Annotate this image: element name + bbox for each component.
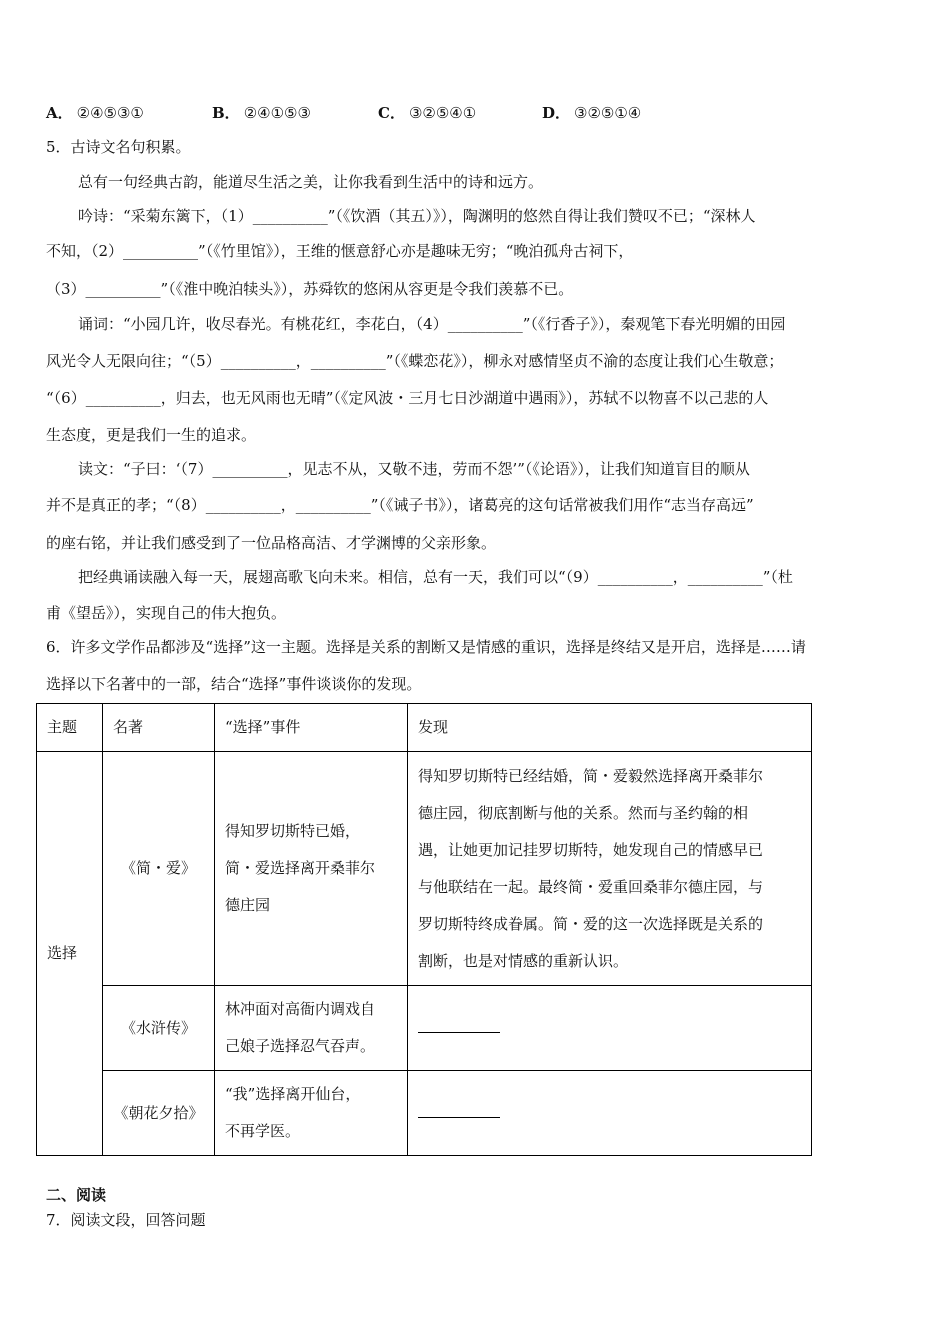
- event-cell: 林冲面对高衙内调戏自 己娘子选择忍气吞声。: [215, 986, 408, 1071]
- book-cell: 《朝花夕拾》: [103, 1071, 215, 1156]
- q5-line: 并不是真正的孝；“（8）__________，__________”（《诫子书》），诸葛亮的这句话常被我们用作“志当存高远”: [46, 496, 754, 514]
- q7-prompt: 7．阅读文段，回答问题: [46, 1211, 206, 1229]
- q5-line: 的座右铭，并让我们感受到了一位品格高洁、才学渊博的父亲形象。: [46, 534, 497, 552]
- table-row: [37, 1071, 812, 1156]
- table-row: [37, 986, 812, 1071]
- option-b[interactable]: B． ②④①⑤③: [212, 104, 311, 122]
- theme-cell: 选择: [37, 752, 103, 1156]
- q5-line: 诵词：“小园几许，收尽春光。有桃花红，李花白，（4）__________”（《行香子》），秦观笔下春光明媚的田园: [78, 315, 786, 333]
- book-cell: 《水浒传》: [103, 986, 215, 1071]
- q5-line: 不知，（2）__________”（《竹里馆》），王维的惬意舒心亦是趣味无穷；“晚泊孤舟古祠下，: [46, 242, 634, 260]
- header-book: 名著: [103, 704, 215, 752]
- q5-line: 总有一句经典古韵，能道尽生活之美，让你我看到生活中的诗和远方。: [78, 173, 544, 191]
- answer-blank[interactable]: [418, 1014, 500, 1033]
- q5-line: 风光令人无限向往；“（5）__________，__________”（《蝶恋花》），柳永对感情坚贞不渝的态度让我们心生敬意；: [46, 352, 784, 370]
- answer-blank[interactable]: [418, 1099, 500, 1118]
- finding-cell: 得知罗切斯特已经结婚，简・爱毅然选择离开桑菲尔 德庄园，彻底割断与他的关系。然而与圣约翰的相 遇，让她更加记挂罗切斯特，她发现自己的情感早已 与他联结在一起。最终简・爱重回桑菲尔德庄园，与 罗切斯特终成眷属。简・爱的这一次选择既是关系的 割断，也是对情感的重新认识。: [408, 752, 812, 986]
- answer-blank-cell[interactable]: [408, 1071, 812, 1156]
- event-cell: 得知罗切斯特已婚， 简・爱选择离开桑菲尔 德庄园: [215, 752, 408, 986]
- q5-line: 读文：“子曰：‘（7）__________，见志不从，又敬不违，劳而不怨’”（《论语》），让我们知道盲目的顺从: [78, 460, 750, 478]
- header-event: “选择”事件: [215, 704, 408, 752]
- book-cell: 《简・爱》: [103, 752, 215, 986]
- option-a[interactable]: A． ②④⑤③①: [46, 104, 144, 122]
- q5-line: 吟诗：“采菊东篱下，（1）__________”（《饮酒（其五）》），陶渊明的悠然自得让我们赞叹不已；“深林人: [78, 207, 756, 225]
- event-cell: “我”选择离开仙台， 不再学医。: [215, 1071, 408, 1156]
- section-title: 二、阅读: [46, 1186, 107, 1204]
- q5-line: （3）__________”（《淮中晚泊犊头》），苏舜钦的悠闲从容更是令我们羡慕不已。: [46, 280, 574, 298]
- q6-intro: 选择以下名著中的一部，结合“选择”事件谈谈你的发现。: [46, 675, 422, 693]
- table-header-row: [37, 704, 812, 752]
- q5-title: 5．古诗文名句积累。: [46, 138, 191, 156]
- header-finding: 发现: [408, 704, 812, 752]
- q5-line: 甫《望岳》），实现自己的伟大抱负。: [46, 604, 287, 622]
- option-d[interactable]: D． ③②⑤①④: [542, 104, 642, 122]
- table-row: [37, 752, 812, 986]
- q6-intro: 6．许多文学作品都涉及“选择”这一主题。选择是关系的割断又是情感的重识，选择是终结又是开启，选择是……请: [46, 638, 806, 656]
- q5-line: 生态度，更是我们一生的追求。: [46, 426, 257, 444]
- answer-blank-cell[interactable]: [408, 986, 812, 1071]
- q5-line: 把经典诵读融入每一天，展翅高歌飞向未来。相信，总有一天，我们可以“（9）__________，__________”（杜: [78, 568, 793, 586]
- header-theme: 主题: [37, 704, 103, 752]
- option-c[interactable]: C． ③②⑤④①: [378, 104, 477, 122]
- q6-table: [36, 703, 812, 1156]
- q5-line: “（6）__________，归去，也无风雨也无晴”（《定风波・三月七日沙湖道中遇雨》），苏轼不以物喜不以己悲的人: [46, 389, 769, 407]
